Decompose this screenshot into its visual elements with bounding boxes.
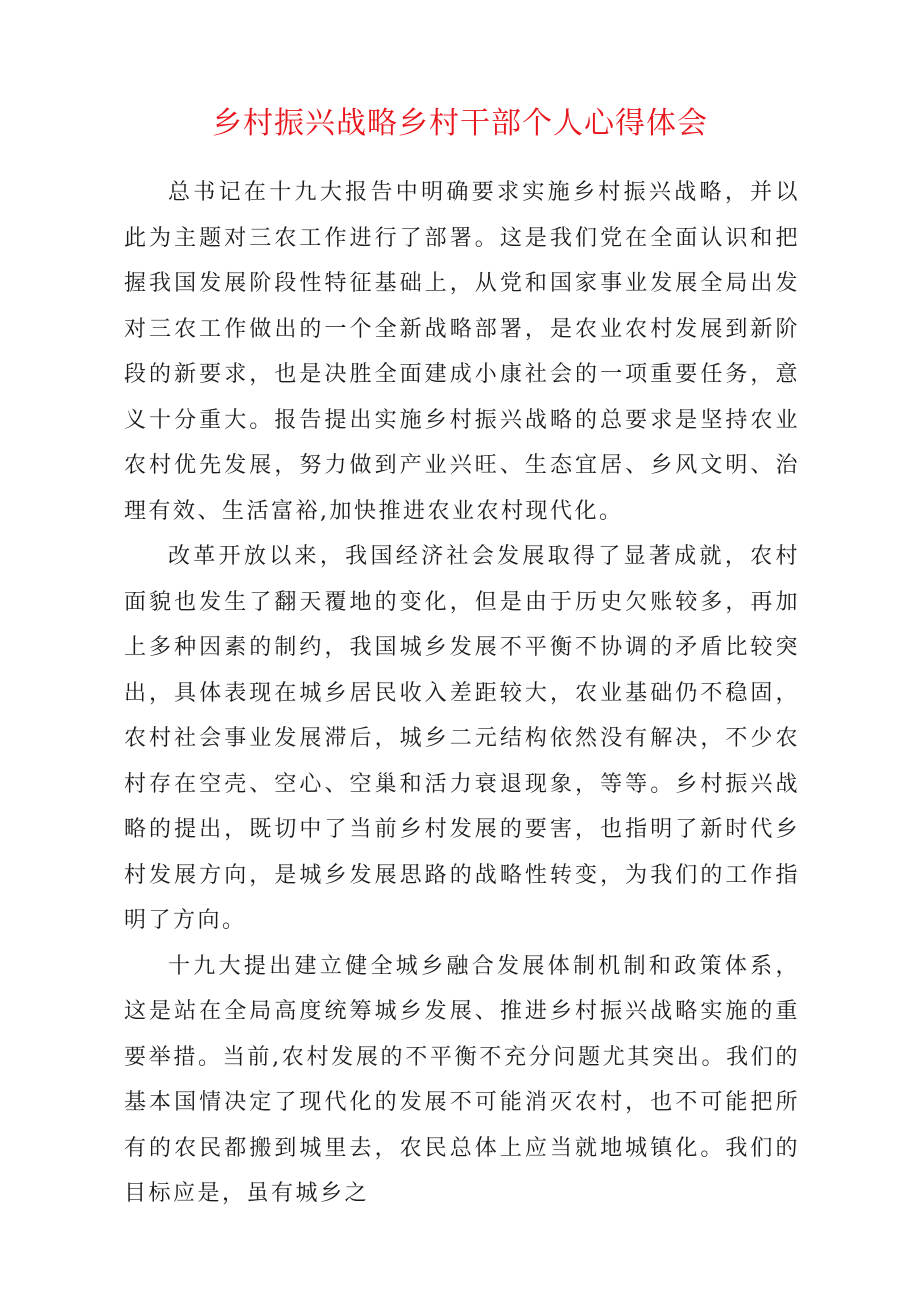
document-title: 乡村振兴战略乡村干部个人心得体会 <box>212 106 708 141</box>
paragraph: 改革开放以来，我国经济社会发展取得了显著成就，农村面貌也发生了翻天覆地的变化，但是由于历史欠账较多，再加上多种因素的制约，我国城乡发展不平衡不协调的矛盾比较突出，具体表现在城乡居民收入差距较大，农业基础仍不稳固，农村社会事业发展滞后，城乡二元结构依然没有解决，不少农村存在空壳、空心、空巢和活力衰退现象，等等。乡村振兴战略的提出，既切中了当前乡村发展的要害，也指明了新时代乡村发展方向，是城乡发展思路的战略性转变，为我们的工作指明了方向。 <box>124 544 800 933</box>
paragraph: 十九大提出建立健全城乡融合发展体制机制和政策体系，这是站在全局高度统筹城乡发展、推进乡村振兴战略实施的重要举措。当前,农村发展的不平衡不充分问题尤其突出。我们的基本国情决定了现代化的发展不可能消灭农村，也不可能把所有的农民都搬到城里去，农民总体上应当就地城镇化。我们的目标应是，虽有城乡之 <box>124 953 800 1206</box>
paragraph: 总书记在十九大报告中明确要求实施乡村振兴战略，并以此为主题对三农工作进行了部署。这是我们党在全面认识和把握我国发展阶段性特征基础上，从党和国家事业发展全局出发对三农工作做出的一个全新战略部署，是农业农村发展到新阶段的新要求，也是决胜全面建成小康社会的一项重要任务，意义十分重大。报告提出实施乡村振兴战略的总要求是坚持农业农村优先发展，努力做到产业兴旺、生态宜居、乡风文明、治理有效、生活富裕,加快推进农业农村现代化。 <box>124 180 800 524</box>
document-body <box>124 170 800 1217</box>
